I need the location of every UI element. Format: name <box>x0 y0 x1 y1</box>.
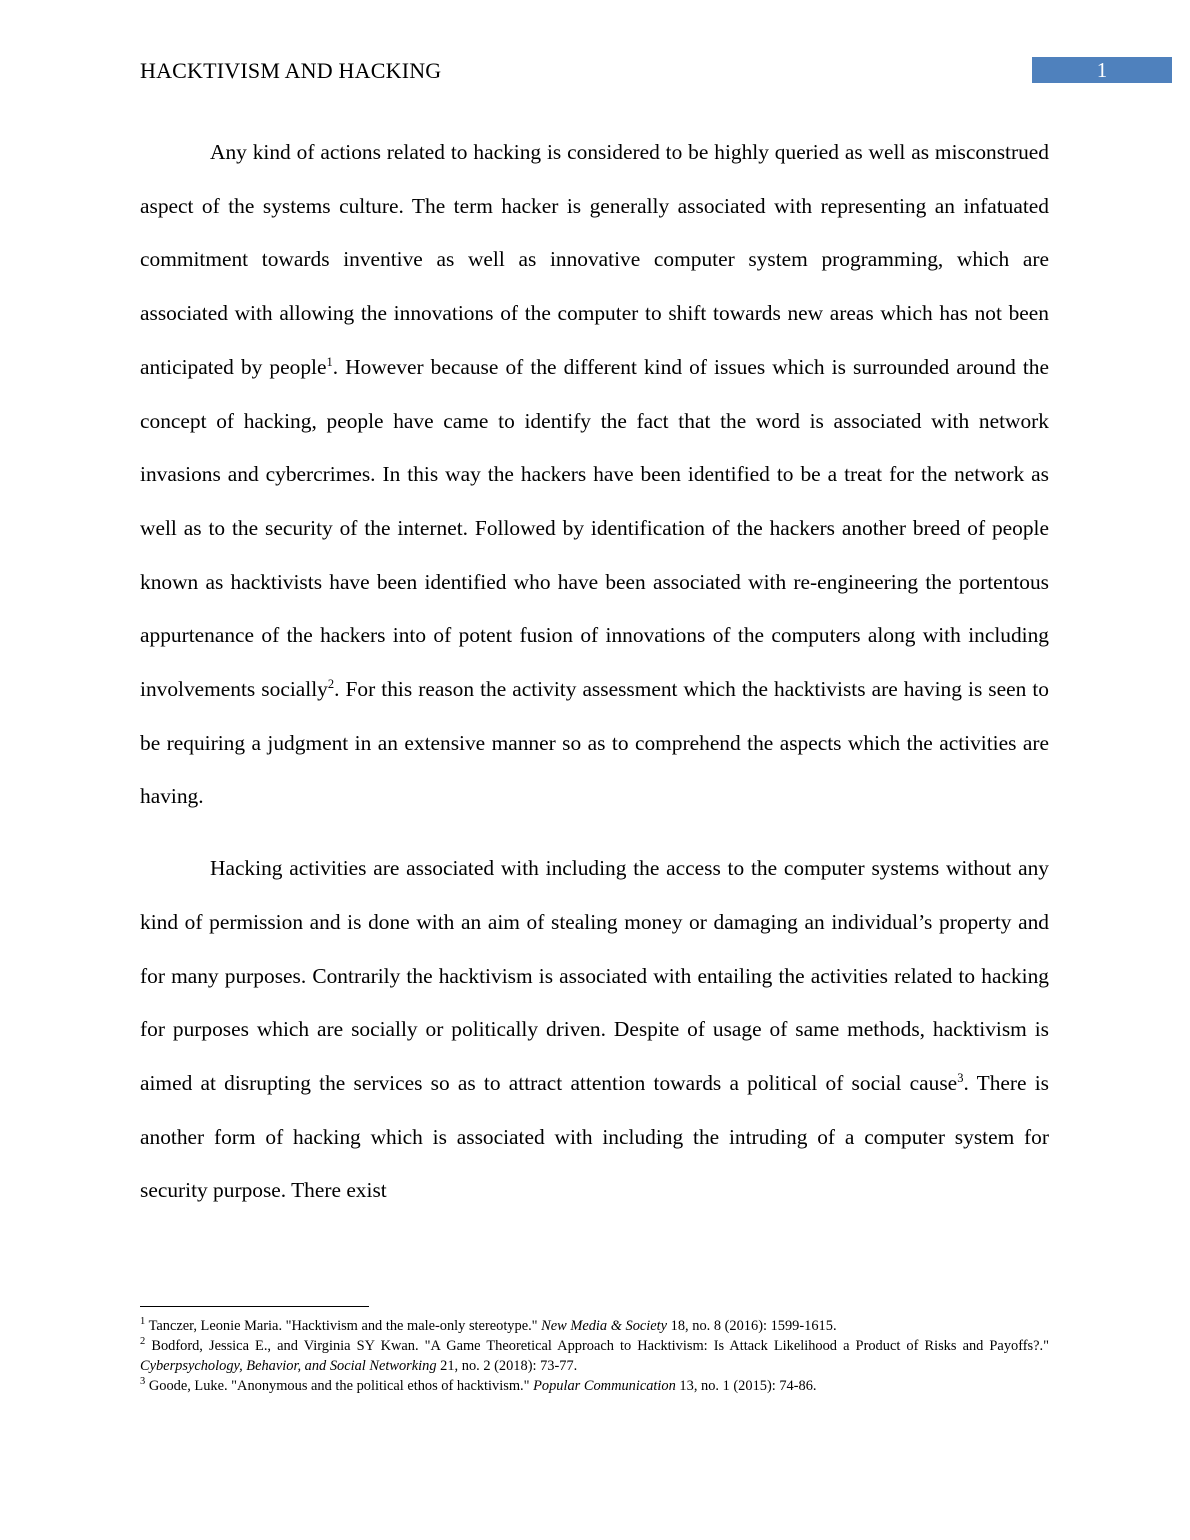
footnote-2 <box>140 1336 1049 1376</box>
paragraph-2-text-a: Hacking activities are associated with including the access to the computer systems without any kind of permission and is done with an aim of stealing money or damaging an individual’s property and for many purposes. Contrarily the hacktivism is associated with entailing the activities related to hacking for purposes which are socially or politically driven. Despite of usage of same methods, hacktivism is aimed at disrupting the services so as to attract attention towards a political of social cause <box>140 856 1049 1095</box>
footnote-1 <box>140 1316 1049 1336</box>
footnote-number: 1 <box>140 1316 146 1328</box>
page-number: 1 <box>1096 58 1108 82</box>
footnote-text: Bodford, Jessica E., and Virginia SY Kwan. "A Game Theoretical Approach to Hacktivism: Is Attack Likelihood a Product of Risks and Payoffs?." <box>151 1338 1049 1354</box>
footnote-3 <box>140 1376 1049 1396</box>
footnote-journal: New Media & Society <box>541 1318 668 1334</box>
footnotes <box>140 1316 1049 1396</box>
body-text <box>140 126 1049 1218</box>
footnote-text: Goode, Luke. "Anonymous and the political ethos of hacktivism." <box>148 1378 534 1394</box>
paragraph-2-text-b: . There is another form of hacking which is associated with including the intruding of a computer system for security purpose. There exist <box>140 1070 1049 1203</box>
footnote-separator <box>140 1306 369 1307</box>
paragraph-1-text-c: . For this reason the activity assessment which the hacktivists are having is seen to be requiring a judgment in an extensive manner so as to comprehend the aspects which the activities are having. <box>140 677 1049 809</box>
paragraph-1-text-b: . However because of the different kind of issues which is surrounded around the concept of hacking, people have came to identify the fact that the word is associated with network invasions and cybercrimes. In this way the hackers have been identified to be a treat for the network as well as to the security of the internet. Followed by identification of the hackers another breed of people known as hacktivists have been identified who have been associated with re-engineering the portentous appurtenance of the hackers into of potent fusion of innovations of the computers along with including involvements socially <box>140 354 1049 702</box>
footnote-citation: 18, no. 8 (2016): 1599-1615. <box>667 1318 837 1334</box>
footnote-ref-2[interactable]: 2 <box>327 676 335 691</box>
footnote-number: 2 <box>140 1336 146 1348</box>
footnote-citation: 21, no. 2 (2018): 73-77. <box>436 1358 578 1374</box>
footnote-ref-1[interactable]: 1 <box>326 354 333 369</box>
paragraph-2 <box>140 842 1049 1218</box>
footnote-journal: Cyberpsychology, Behavior, and Social Networking <box>140 1358 437 1374</box>
footnote-journal: Popular Communication <box>533 1378 676 1394</box>
page-number-box <box>1032 57 1172 83</box>
footnote-ref-3[interactable]: 3 <box>957 1070 964 1085</box>
footnote-number: 3 <box>140 1376 146 1388</box>
running-header-title: HACKTIVISM AND HACKING <box>140 58 442 83</box>
paragraph-1 <box>140 126 1049 824</box>
footnote-citation: 13, no. 1 (2015): 74-86. <box>675 1378 817 1394</box>
footnote-text: Tanczer, Leonie Maria. "Hacktivism and the male-only stereotype." <box>148 1318 542 1334</box>
paragraph-1-text-a: Any kind of actions related to hacking is considered to be highly queried as well as misconstrued aspect of the systems culture. The term hacker is generally associated with representing an infatuated commitment towards inventive as well as innovative computer system programming, which are associated with allowing the innovations of the computer to shift towards new areas which has not been anticipated by people <box>140 140 1049 379</box>
